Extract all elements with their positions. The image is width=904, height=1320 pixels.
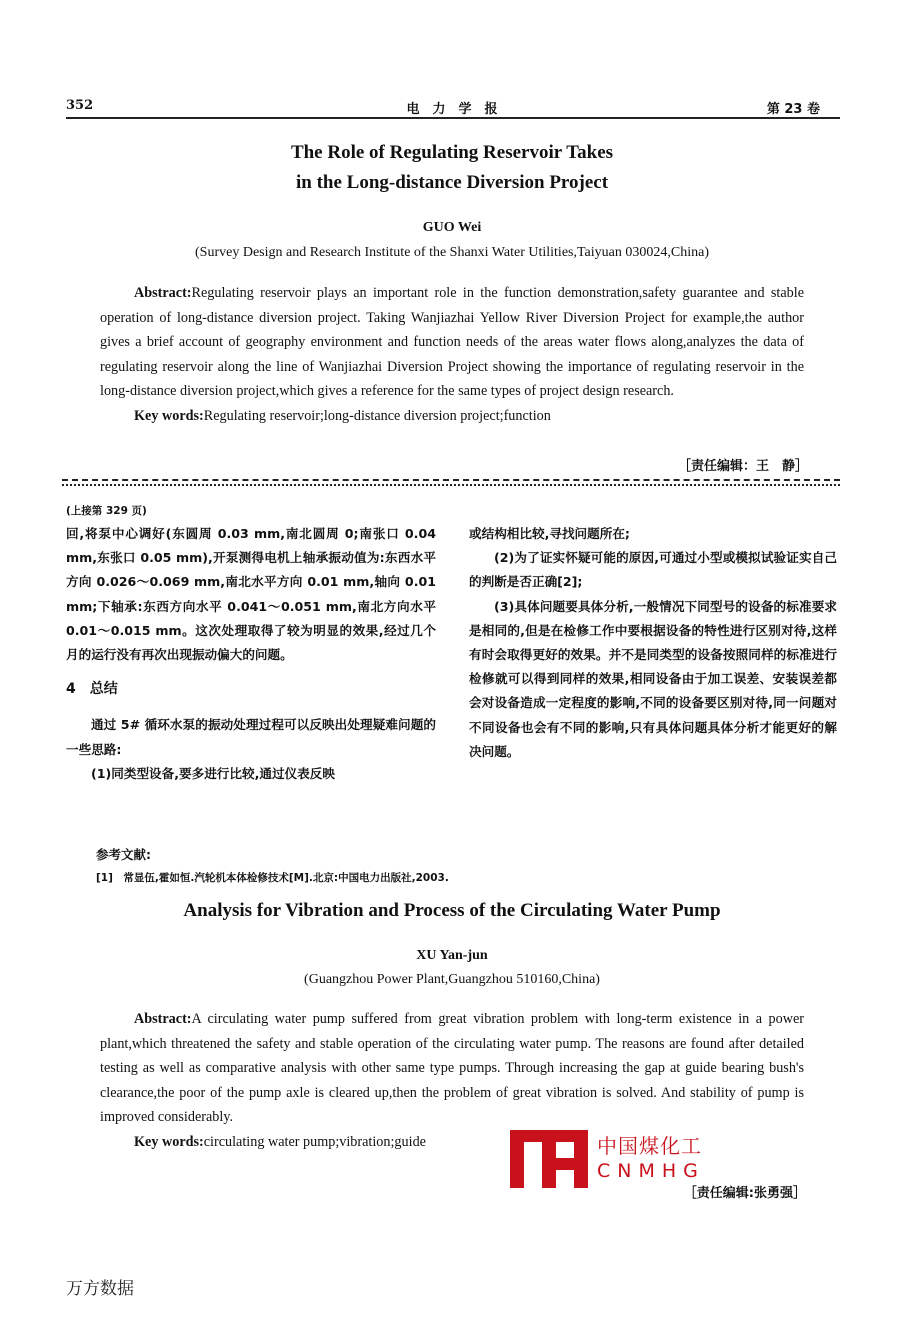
keywords-text: Regulating reservoir;long-distance diversion project;function [203, 407, 551, 424]
section-heading: 4 总结 [66, 681, 118, 698]
logo-bar [524, 1130, 542, 1142]
watermark-en: CNMHG [597, 1160, 705, 1182]
left-column [66, 522, 436, 786]
article2-editor: ［责任编辑:张勇强］ [683, 1186, 806, 1201]
volume-label: 第 23 卷 [766, 102, 820, 117]
logo-bar [548, 1158, 582, 1170]
section-divider-dots [62, 484, 840, 486]
header-rule [66, 117, 840, 119]
keywords-label: Key words: [134, 407, 204, 424]
logo-bar [556, 1130, 574, 1142]
abstract-label: Abstract: [134, 285, 192, 301]
article2-affiliation: (Guangzhou Power Plant,Guangzhou 510160,China) [304, 972, 600, 987]
article1-affiliation: (Survey Design and Research Institute of the Shanxi Water Utilities,Taiyuan 030024,China) [195, 245, 709, 260]
left-paragraph: 回,将泵中心调好(东圆周 0.03 mm,南北圆周 0;南张口 0.04 mm,东张口 0.05 mm),开泵测得电机上轴承振动值为:东西水平方向 0.026～0.069 mm,南北水平方向 0.01 mm,轴向 0.01 mm;下轴承:东西方向水平 0.041～0.051 mm,南北方向水平 0.01～0.015 mm。这次处理取得了较为明显的效果,经过几个月的运行没有再次出现振动偏大的问题。 [66, 526, 436, 663]
article2-author: XU Yan-jun [416, 948, 488, 963]
page-number: 352 [66, 98, 94, 113]
references-heading: 参考文献: [96, 847, 151, 862]
left-paragraph: (1)同类型设备,要多进行比较,通过仪表反映 [91, 765, 335, 781]
journal-name: 电 力 学 报 [406, 102, 498, 117]
abstract-label: Abstract: [134, 1011, 192, 1027]
abstract-text: Regulating reservoir plays an important role in the function demonstration,safety guarantee and stable operation of long-distance diversion project. Taking Wanjiazhai Yellow River Diversion Project for example,the author gives a brief account of geography environment and function needs of the areas water flows along,analyzes the data of regulating reservoir along the line of Wanjiazhai Diversion Project showing the importance of regulating reservoir in the long-distance diversion project,which gives a reference for the same types of project design research. [100, 285, 804, 400]
article1-title [0, 138, 904, 198]
article1-title-line2: in the Long-distance Diversion Project [295, 172, 609, 193]
right-paragraph: (3)具体问题要具体分析,一般情况下同型号的设备的标准要求是相同的,但是在检修工作中要根据设备的特性进行区别对待,这样有时会取得更好的效果。并不是同类型的设备按照同样的标准进行检修就可以得到同样的效果,相同设备由于加工误差、安装误差都会对设备造成一定程度的影响,不同的设备要区别对待,同一问题对不同设备也会有不同的影响,只有具体问题具体分析才能更好的解决问题。 [469, 598, 837, 759]
footer-source: 万方数据 [66, 1279, 134, 1299]
right-paragraph: (2)为了证实怀疑可能的原因,可通过小型或模拟试验证实自己的判断是否正确[2]; [469, 550, 837, 590]
abstract-text: A circulating water pump suffered from great vibration problem with long-term existence in a power plant,which threatened the safety and stable operation of the circulating water pump. The reasons are found after detailed testing as well as comparative analysis with other same type pumps. Through increasing the gap at guide bearing bush's clearance,the poor of the pump axle is cleared up,then the problem of great vibration is solved. And stability of pump is improved considerably. [100, 1011, 804, 1126]
continued-from: (上接第 329 页) [66, 505, 147, 517]
article1-abstract [100, 281, 804, 429]
article1-author: GUO Wei [422, 220, 482, 235]
article1-title-line1: The Role of Regulating Reservoir Takes [290, 142, 614, 163]
reference-item: [1] 常显伍,霍如恒.汽轮机本体检修技术[M].北京:中国电力出版社,2003. [96, 872, 449, 884]
section-divider [62, 479, 840, 481]
article2-title: Analysis for Vibration and Process of the Circulating Water Pump [183, 900, 721, 921]
keywords-text: circulating water pump;vibration;guide [203, 1133, 426, 1150]
watermark-cn: 中国煤化工 [597, 1134, 702, 1158]
left-paragraph: 通过 5# 循环水泵的振动处理过程可以反映出处理疑难问题的一些思路: [66, 717, 436, 757]
logo-bar [510, 1130, 524, 1188]
right-column [469, 522, 837, 764]
right-paragraph: 或结构相比较,寻找问题所在; [469, 526, 630, 541]
article1-editor: ［责任编辑：王 静］ [677, 459, 808, 474]
keywords-label: Key words: [134, 1133, 204, 1150]
